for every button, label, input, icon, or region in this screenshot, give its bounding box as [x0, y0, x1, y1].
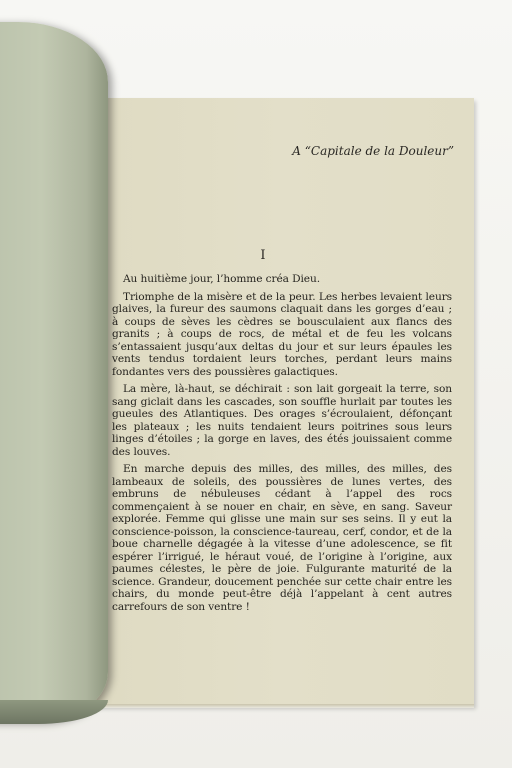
page-stack-edge — [90, 704, 474, 708]
paragraph: Triomphe de la misère et de la peur. Les herbes levaient leurs glaives, la fureur des saumons claquait dans les gorges d’eau ; à coups de sèves les cèdres se bousculaient aux flancs des granits ; à coups de rocs, de métal et de feu les volcans s’entassaient jusqu’aux deltas du jour et sur leurs épaules les vents tendus tordaient leurs torches, perdant leurs mains fondantes vers des poussières galactiques. — [112, 290, 452, 378]
chapter-number: I — [260, 248, 266, 263]
dedication: A “Capitale de la Douleur” — [292, 144, 454, 158]
paragraph: Au huitième jour, l’homme créa Dieu. — [123, 273, 320, 285]
body-text — [112, 273, 452, 618]
paragraph: La mère, là-haut, se déchirait : son lait gorgeait la terre, son sang giclait dans les cascades, son souffle hurlait par toutes les gueules des Atlantiques. Des orages s’écroulaient, défonçant les plateaux ; les nuits tendaient leurs poitrines sous leurs linges d’étoiles ; la gorge en laves, des étés jouissaient comme des louves. — [112, 383, 452, 458]
paragraph: En marche depuis des milles, des milles, des milles, des lambeaux de soleils, des poussières de lunes vertes, des embruns de nébuleuses cédant à l’appel des rocs commençaient à se nouer en chair, en sève, en sang. Saveur explorée. Femme qui glisse une main sur ses seins. Il y eut la conscience-poisson, la conscience-taureau, cerf, condor, et de la boue charnelle dégagée à la vitesse d’une adolescence, se fit espérer l’irrigué, le héraut voué, de l’origine à l’origine, aux paumes célestes, le père de joie. Fulgurante maturité de la science. Grandeur, doucement penchée sur cette chair entre les chairs, du monde peut-être déjà l’appelant à cent autres carrefours de son ventre ! — [112, 463, 452, 613]
book-cover — [0, 22, 108, 722]
